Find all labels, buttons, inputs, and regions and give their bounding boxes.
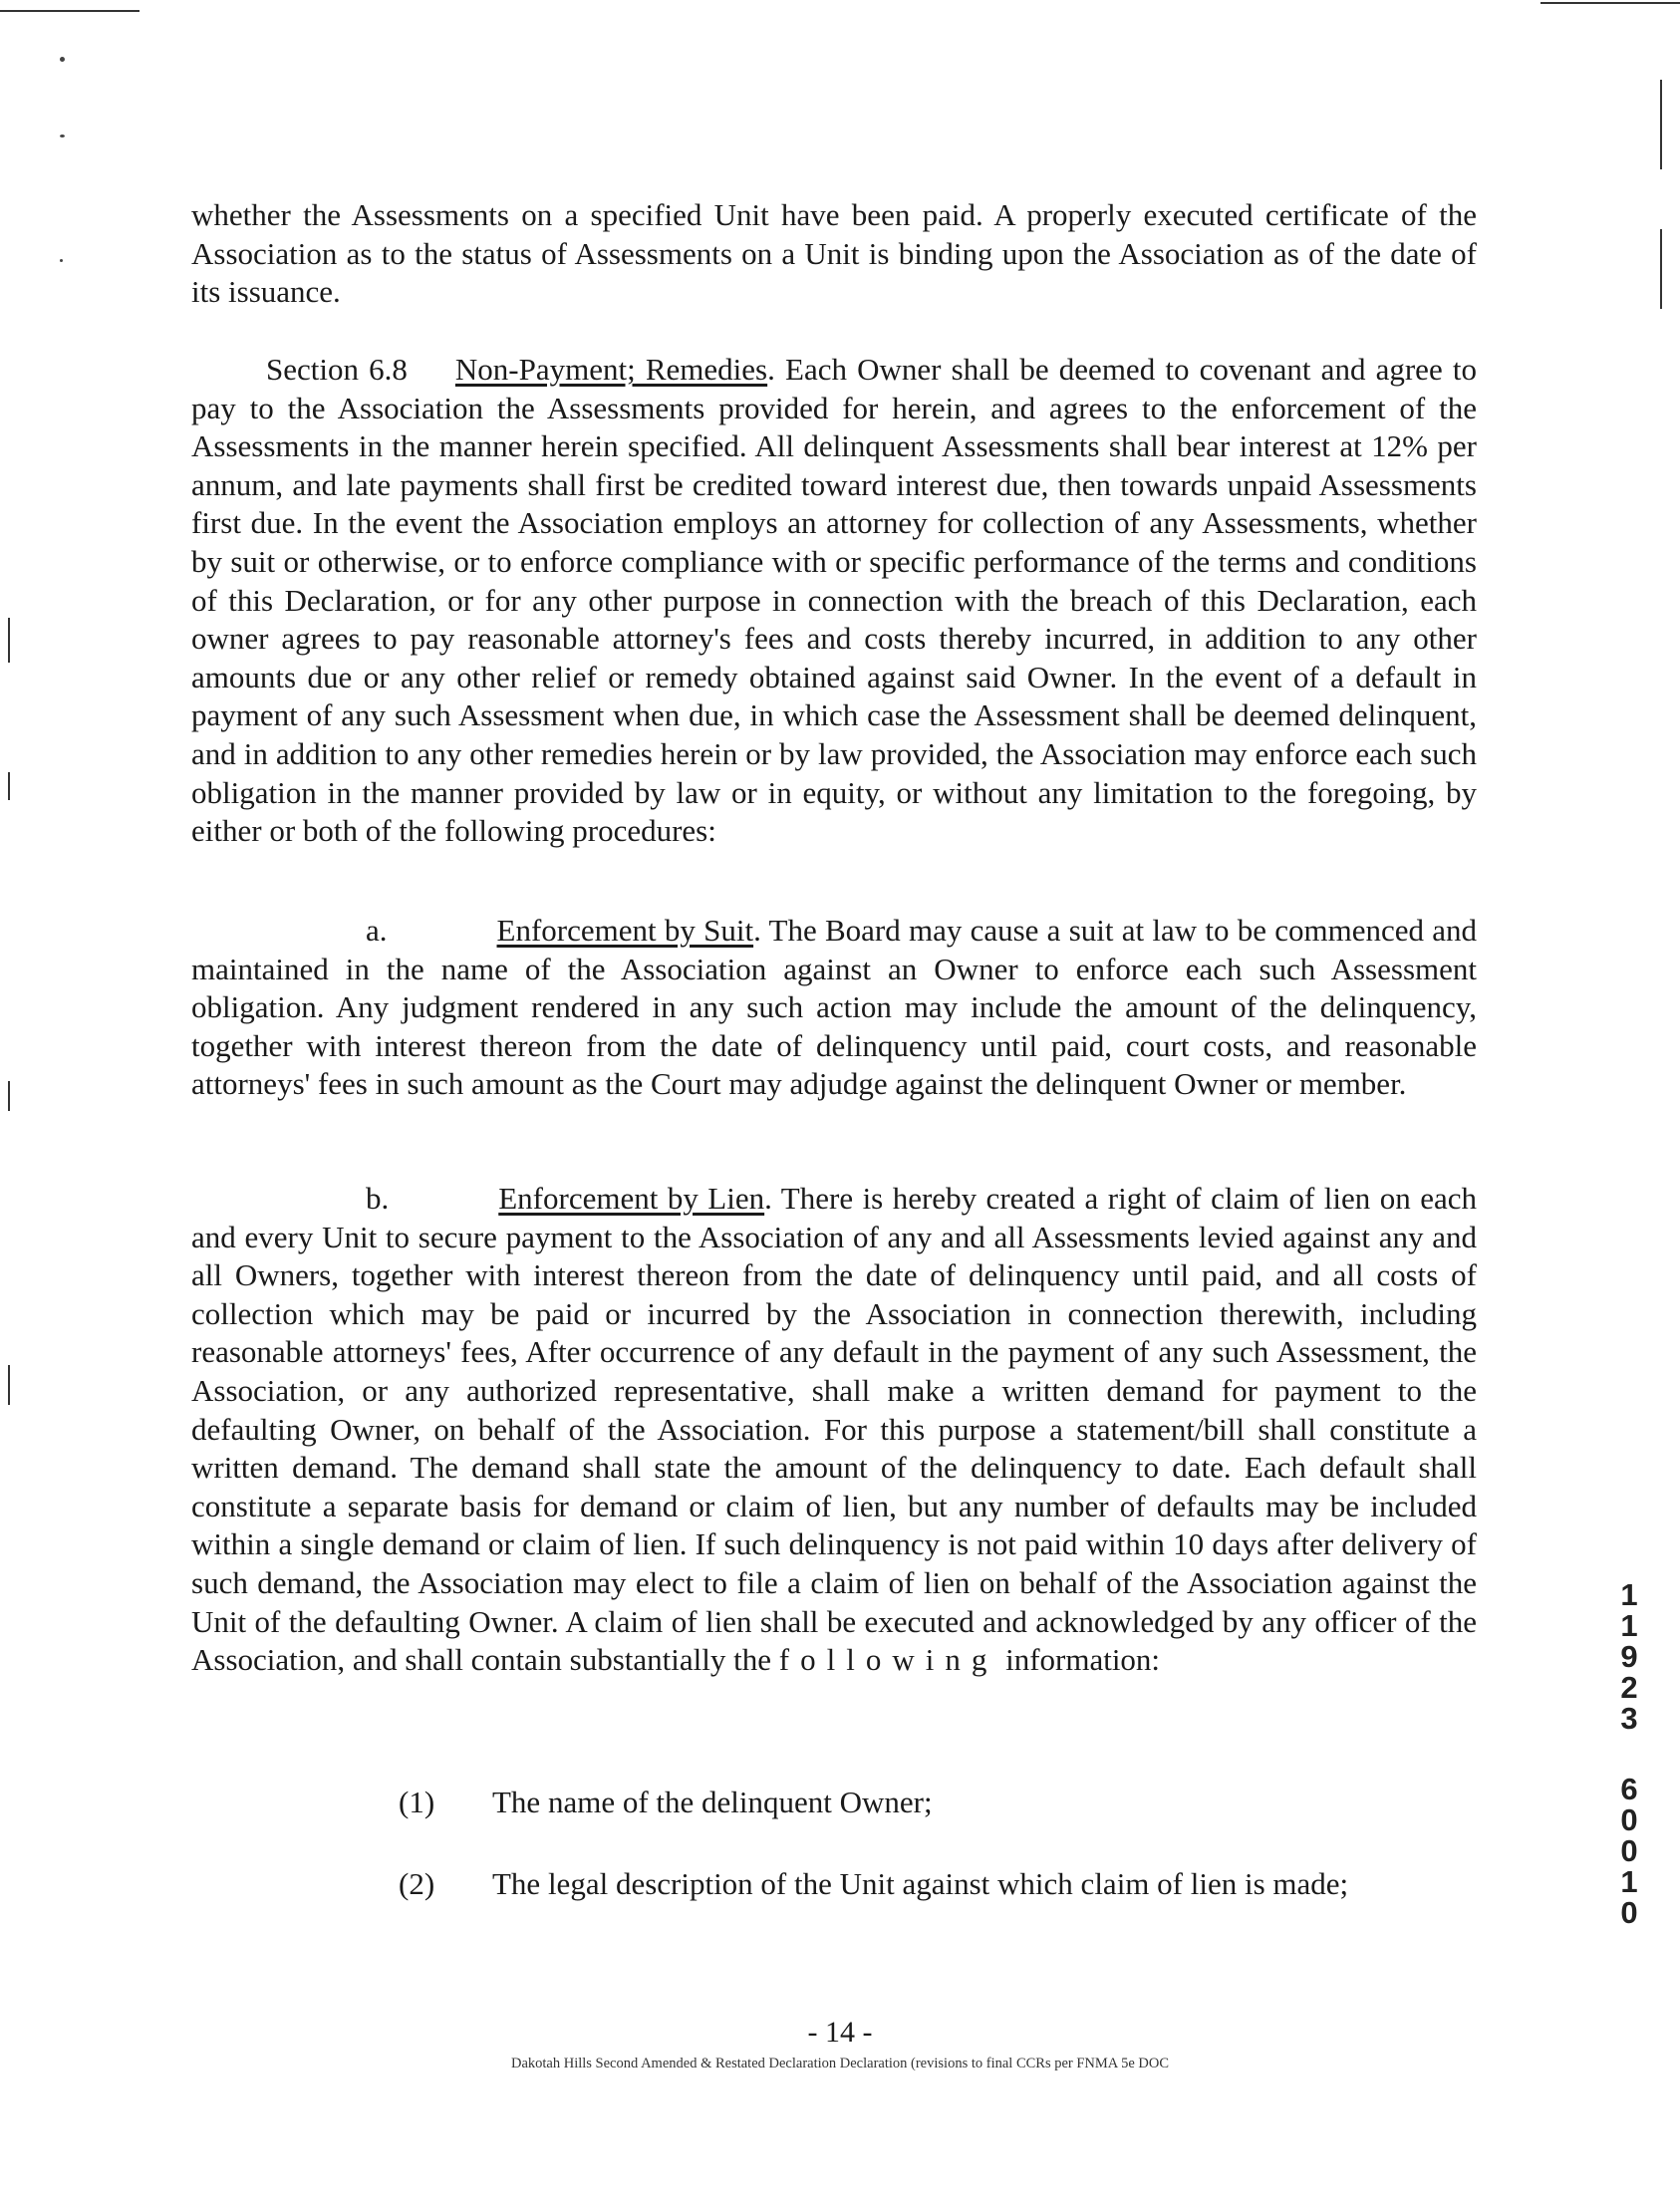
- recording-digit: 0: [1620, 1802, 1638, 1837]
- scan-artifact-line: [8, 772, 10, 800]
- subsection-a-heading: Enforcement by Suit: [496, 913, 754, 948]
- subsection-a-paragraph: [191, 912, 1477, 1104]
- list-item-number: (2): [399, 1866, 435, 1901]
- list-item: [399, 1785, 933, 1820]
- list-item-text: The name of the delinquent Owner;: [492, 1785, 933, 1819]
- recording-digit: 1: [1620, 1608, 1638, 1643]
- intro-text: whether the Assessments on a specified Unit have been paid. A properly executed certificate of the Association as to the status of Assessments on a Unit is binding upon the Association as of the date of its issuance.: [191, 197, 1477, 310]
- recording-number-bottom: [1612, 1774, 1646, 1928]
- scan-artifact-line: [8, 618, 10, 663]
- scan-artifact-dot: [60, 57, 65, 62]
- list-item-text: The legal description of the Unit against which claim of lien is made;: [492, 1866, 1349, 1901]
- recording-digit: 6: [1620, 1772, 1638, 1806]
- subsection-b-spaced-word: following: [778, 1642, 998, 1678]
- page-number: - 14 -: [807, 2016, 873, 2049]
- recording-number-stamp: [1612, 1579, 1646, 1928]
- recording-digit: 1: [1620, 1864, 1638, 1899]
- scan-artifact-line: [8, 1081, 10, 1111]
- subsection-a-marker: a.: [366, 913, 388, 948]
- scan-artifact-line: [1660, 229, 1662, 309]
- subsection-b-body: . There is hereby created a right of claim of lien on each and every Unit to secure payment to the Association of any and all Assessments levied against any and all Owners, together with interest thereon from the date of delinquency until paid, and all costs of collection which may be paid or incurred by the Association in connection therewith, including reasonable attorneys' fees, After occurrence of any default in the payment of any such Assessment, the Association, or any authorized representative, shall make a written demand for payment to the defaulting Owner, on behalf of the Association. For this purpose a statement/bill shall constitute a written demand. The demand shall state the amount of the delinquency to date. Each default shall constitute a separate basis for demand or claim of lien, but any number of defaults may be included within a single demand or claim of lien. If such delinquency is not paid within 10 days after delivery of such demand, the Association may elect to file a claim of lien on behalf of the Association against the Unit of the defaulting Owner. A claim of lien shall be executed and acknowledged by any officer of the Association, and shall contain substantially the: [191, 1181, 1477, 1678]
- recording-digit: 0: [1620, 1833, 1638, 1868]
- subsection-b-heading: Enforcement by Lien: [498, 1181, 765, 1216]
- subsection-b-paragraph: [191, 1180, 1477, 1680]
- recording-digit: 1: [1620, 1577, 1638, 1612]
- scan-artifact-line: [1540, 2, 1680, 4]
- intro-paragraph: [191, 196, 1477, 312]
- list-item: [399, 1866, 1348, 1902]
- scan-artifact-dot: [60, 135, 65, 138]
- recording-digit: 9: [1620, 1639, 1638, 1674]
- recording-digit: 0: [1620, 1895, 1638, 1930]
- recording-digit: 2: [1620, 1670, 1638, 1705]
- recording-digit: 3: [1620, 1701, 1638, 1736]
- section-heading: Non-Payment; Remedies: [454, 352, 768, 387]
- scan-artifact-line: [8, 1365, 10, 1405]
- subsection-a-body: . The Board may cause a suit at law to be commenced and maintained in the name of the Association against an Owner to enforce each such Assessment obligation. Any judgment rendered in any such action may include the amount of the delinquency, together with interest thereon from the date of delinquency until paid, court costs, and reasonable attorneys' fees in such amount as the Court may adjudge against the delinquent Owner or member.: [191, 913, 1477, 1102]
- scan-artifact-line: [1660, 80, 1662, 169]
- footer-text: Dakotah Hills Second Amended & Restated Declaration Declaration (revisions to final CCRs per FNMA 5e DOC: [510, 2056, 1170, 2071]
- subsection-b-marker: b.: [366, 1181, 390, 1216]
- subsection-b-tail: information:: [997, 1642, 1161, 1678]
- section-number: Section 6.8: [266, 352, 408, 387]
- section-body: . Each Owner shall be deemed to covenant and agree to pay to the Association the Assessments provided for herein, and agrees to the enforcement of the Assessments in the manner herein specified. All delinquent Assessments shall bear interest at 12% per annum, and late payments shall first be credited toward interest due, then towards unpaid Assessments first due. In the event the Association employs an attorney for collection of any Assessments, whether by suit or otherwise, or to enforce compliance with or specific performance of the terms and conditions of this Declaration, or for any other purpose in connection with the breach of this Declaration, each owner agrees to pay reasonable attorney's fees and costs thereby incurred, in addition to any other amounts due or any other relief or remedy obtained against said Owner. In the event of a default in payment of any such Assessment when due, in which case the Assessment shall be deemed delinquent, and in addition to any other remedies herein or by law provided, the Association may enforce each such obligation in the manner provided by law or in equity, or without any limitation to the foregoing, by either or both of the following procedures:: [191, 352, 1477, 849]
- scan-artifact-dot: [60, 259, 63, 262]
- recording-number-top: [1612, 1579, 1646, 1734]
- list-item-number: (1): [399, 1785, 435, 1819]
- section-6-8-paragraph: [191, 351, 1477, 851]
- scan-artifact-line: [0, 10, 140, 12]
